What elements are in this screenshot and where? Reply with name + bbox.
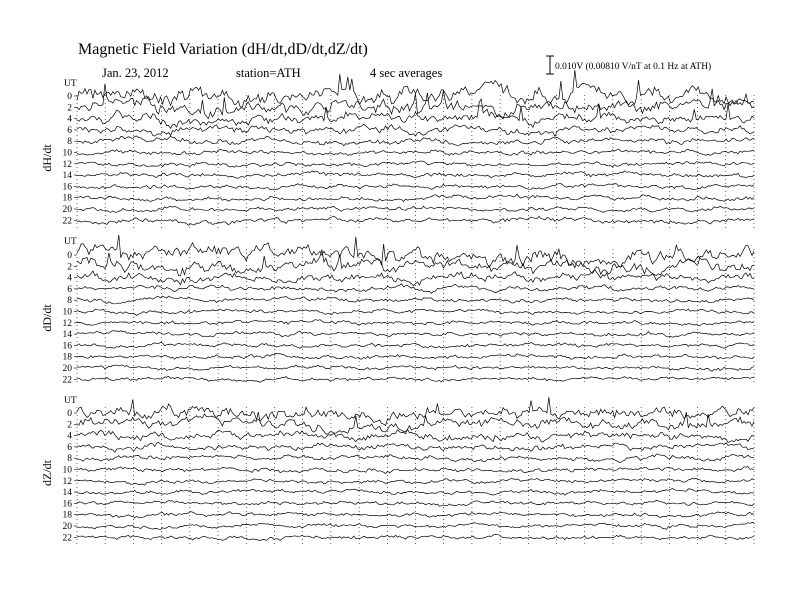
ut-label: UT [64,396,77,406]
tick-label: 8 [67,296,72,307]
panel-dZ-dt [40,396,754,545]
date-label: Jan. 23, 2012 [102,66,169,80]
trace-line [77,489,754,496]
tick-label: 18 [62,193,72,204]
trace-line [77,136,754,146]
scale-note: 0.010V (0.00810 V/nT at 0.1 Hz at ATH) [555,62,712,72]
tick-label: 8 [67,454,72,465]
panel-dH-dt [40,70,754,228]
ut-label: UT [64,237,77,247]
tick-label: 22 [62,375,72,386]
panel-dD-dt [40,235,754,385]
tick-label: 12 [62,476,72,487]
tick-label: 20 [62,205,72,215]
tick-label: 18 [62,510,72,521]
tick-label: 6 [67,125,72,136]
tick-label: 20 [62,522,72,532]
tick-label: 12 [62,159,72,170]
tick-label: 16 [62,182,72,193]
tick-label: 12 [62,318,72,329]
trace-line [77,84,754,119]
trace-line [77,512,754,518]
tick-label: 2 [67,420,72,431]
tick-label: 22 [62,216,72,227]
tick-label: 0 [67,92,72,102]
tick-label: 14 [62,488,72,499]
scale-bar-icon [546,56,554,74]
tick-label: 0 [67,409,72,419]
trace-line [77,149,754,155]
tick-label: 4 [67,273,72,284]
tick-label: 6 [67,284,72,295]
y-axis-label: dH/dt [40,144,54,172]
trace-line [77,331,754,338]
tick-label: 10 [62,148,72,159]
y-axis-label: dD/dt [40,304,54,332]
chart-title: Magnetic Field Variation (dH/dt,dD/dt,dZ/dt) [78,41,368,58]
y-axis-label: dZ/dt [40,460,54,486]
tick-label: 14 [62,171,72,182]
tick-label: 16 [62,499,72,510]
trace-line [77,184,754,190]
station-label: station=ATH [236,66,301,80]
tick-label: 20 [62,364,72,374]
tick-label: 4 [67,114,72,125]
tick-label: 4 [67,431,72,442]
tick-label: 6 [67,442,72,453]
trace-line [77,235,754,267]
tick-label: 10 [62,465,72,476]
averaging-label: 4 sec averages [370,66,443,80]
trace-line [77,161,754,167]
tick-label: 14 [62,330,72,341]
tick-label: 8 [67,137,72,148]
trace-line [77,124,754,136]
tick-label: 16 [62,341,72,352]
trace-line [77,353,754,359]
trace-line [77,309,754,316]
ut-label: UT [64,79,77,89]
tick-label: 18 [62,352,72,363]
tick-label: 2 [67,262,72,273]
trace-line [77,500,754,506]
tick-label: 0 [67,251,72,261]
tick-label: 2 [67,103,72,114]
tick-label: 22 [62,533,72,544]
trace-line [77,320,754,326]
trace-line [77,216,754,225]
tick-label: 10 [62,307,72,318]
